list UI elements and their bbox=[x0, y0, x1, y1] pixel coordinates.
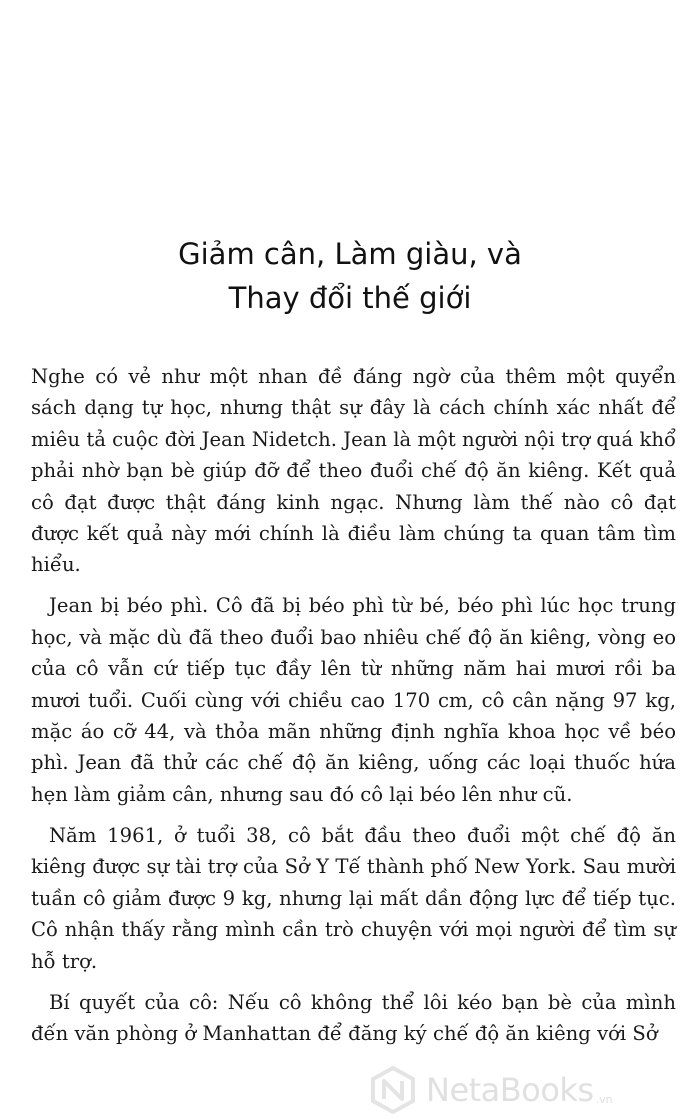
chapter-title-line-2: Thay đổi thế giới bbox=[228, 281, 472, 315]
chapter-title bbox=[0, 232, 700, 320]
watermark bbox=[368, 1064, 698, 1116]
netabooks-logo-icon bbox=[368, 1065, 418, 1115]
paragraph: Bí quyết của cô: Nếu cô không thể lôi kéo bạn bè của mình đến văn phòng ở Manhattan để đăng ký chế độ ăn kiêng với Sở bbox=[31, 990, 676, 1045]
paragraph: Năm 1961, ở tuổi 38, cô bắt đầu theo đuổi một chế độ ăn kiêng được sự tài trợ của Sở Y Tế thành phố New York. Sau mười tuần cô giảm được 9 kg, nhưng lại mất dần động lực để tiếp tục. Cô nhận thấy rằng mình cần trò chuyện với mọi người để tìm sự hỗ trợ. bbox=[31, 823, 676, 973]
watermark-suffix: .vn bbox=[595, 1093, 613, 1106]
body-text bbox=[31, 361, 676, 1059]
paragraph: Nghe có vẻ như một nhan đề đáng ngờ của thêm một quyển sách dạng tự học, nhưng thật sự đây là cách chính xác nhất để miêu tả cuộc đời Jean Nidetch. Jean là một người nội trợ quá khổ phải nhờ bạn bè giúp đỡ để theo đuổi chế độ ăn kiêng. Kết quả cô đạt được thật đáng kinh ngạc. Nhưng làm thế nào cô đạt được kết quả này mới chính là điều làm chúng ta quan tâm tìm hiểu. bbox=[31, 365, 676, 577]
paragraph: Jean bị béo phì. Cô đã bị béo phì từ bé, béo phì lúc học trung học, và mặc dù đã theo đuổi bao nhiêu chế độ ăn kiêng, vòng eo của cô vẫn cứ tiếp tục đầy lên từ những năm hai mươi rồi ba mươi tuổi. Cuối cùng với chiều cao 170 cm, cô cân nặng 97 kg, mặc áo cỡ 44, và thỏa mãn những định nghĩa khoa học về béo phì. Jean đã thử các chế độ ăn kiêng, uống các loại thuốc hứa hẹn làm giảm cân, nhưng sau đó cô lại béo lên như cũ. bbox=[31, 594, 676, 806]
chapter-title-line-1: Giảm cân, Làm giàu, và bbox=[178, 237, 522, 271]
watermark-text: NetaBooks bbox=[426, 1071, 594, 1109]
